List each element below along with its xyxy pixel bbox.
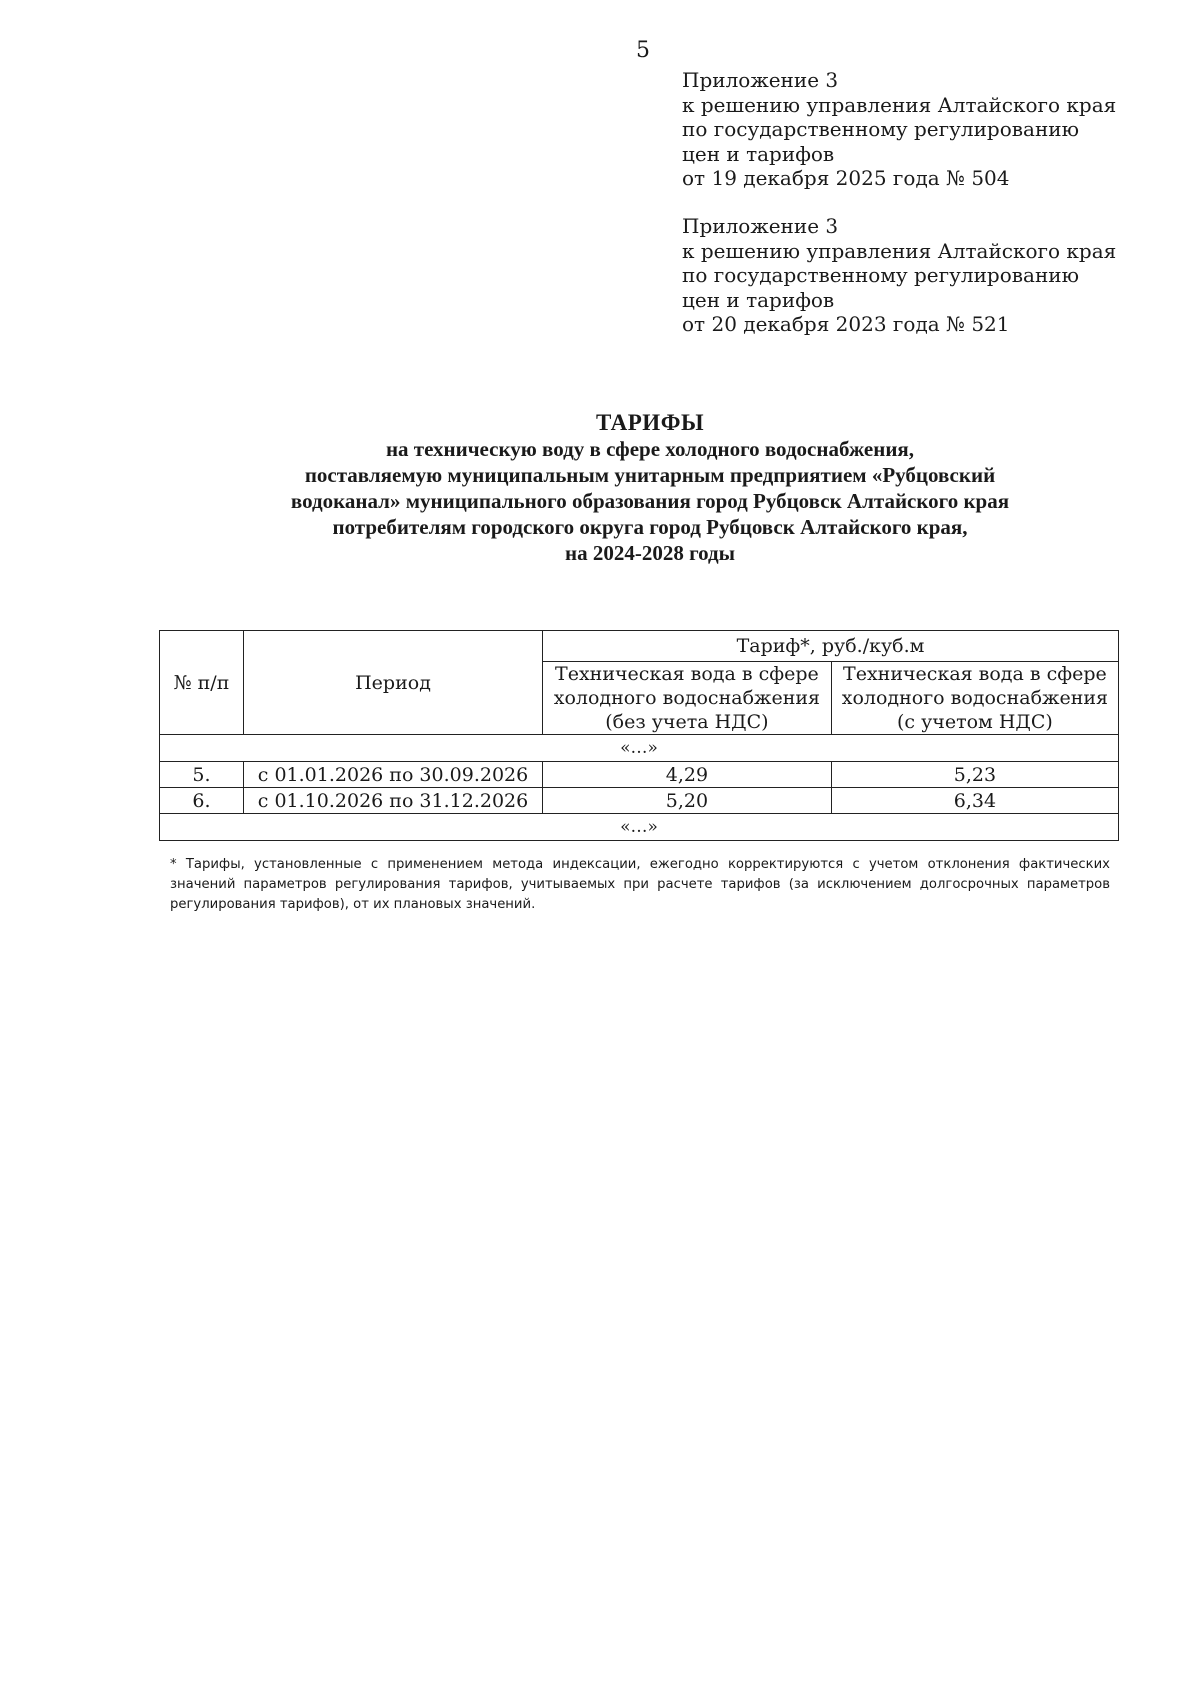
appendix-line: к решению управления Алтайского края — [682, 238, 1117, 263]
title-line: водоканал» муниципального образования город Рубцовск Алтайского края — [290, 489, 1010, 513]
ellipsis-row — [160, 735, 1119, 762]
appendix-line: Приложение 3 — [682, 214, 839, 238]
ellipsis-cell: «…» — [160, 735, 1119, 762]
ellipsis-row — [160, 814, 1119, 841]
ellipsis-cell: «…» — [160, 814, 1119, 841]
table-row — [160, 762, 1119, 788]
title-line: поставляемую муниципальным унитарным предприятием «Рубцовский — [304, 463, 996, 487]
appendix-header-old — [682, 214, 1116, 337]
appendix-line: к решению управления Алтайского края — [682, 92, 1117, 117]
title-main: ТАРИФЫ — [595, 410, 705, 435]
title-line: на 2024-2028 годы — [564, 541, 736, 565]
table-row — [160, 788, 1119, 814]
appendix-line: цен и тарифов — [682, 287, 835, 312]
appendix-line: по государственному регулированию — [682, 263, 1080, 287]
tariff-table — [159, 630, 1119, 841]
row-without-vat: 5,20 — [543, 788, 832, 814]
appendix-line: Приложение 3 — [682, 68, 839, 92]
header-period: Период — [244, 631, 543, 735]
row-num: 6. — [160, 788, 244, 814]
page-number: 5 — [636, 38, 650, 63]
row-without-vat: 4,29 — [543, 762, 832, 788]
row-with-vat: 5,23 — [831, 762, 1118, 788]
appendix-line: от 19 декабря 2025 года № 504 — [682, 166, 1010, 190]
header-without-vat: Техническая вода в сфере холодного водоснабжения (без учета НДС) — [543, 662, 832, 735]
appendix-header-new — [682, 68, 1116, 191]
header-tariff: Тариф*, руб./куб.м — [543, 631, 1119, 662]
row-num: 5. — [160, 762, 244, 788]
title-line: потребителям городского округа город Рубцовск Алтайского края, — [332, 515, 968, 539]
document-title — [150, 410, 1150, 566]
appendix-line: по государственному регулированию — [682, 117, 1080, 141]
appendix-line: от 20 декабря 2023 года № 521 — [682, 312, 1010, 336]
row-with-vat: 6,34 — [831, 788, 1118, 814]
appendix-line: цен и тарифов — [682, 141, 835, 166]
footnote: * Тарифы, установленные с применением метода индексации, ежегодно корректируются с учетом отклонения фактических значений параметров регулирования тарифов, учитываемых при расчете тарифов (за исключением долгосрочных параметров регулирования тарифов), от их плановых значений. — [170, 857, 1110, 912]
header-with-vat: Техническая вода в сфере холодного водоснабжения (с учетом НДС) — [831, 662, 1118, 735]
header-num: № п/п — [160, 631, 244, 735]
row-period: с 01.01.2026 по 30.09.2026 — [244, 762, 543, 788]
title-line: на техническую воду в сфере холодного водоснабжения, — [385, 437, 915, 461]
row-period: с 01.10.2026 по 31.12.2026 — [244, 788, 543, 814]
